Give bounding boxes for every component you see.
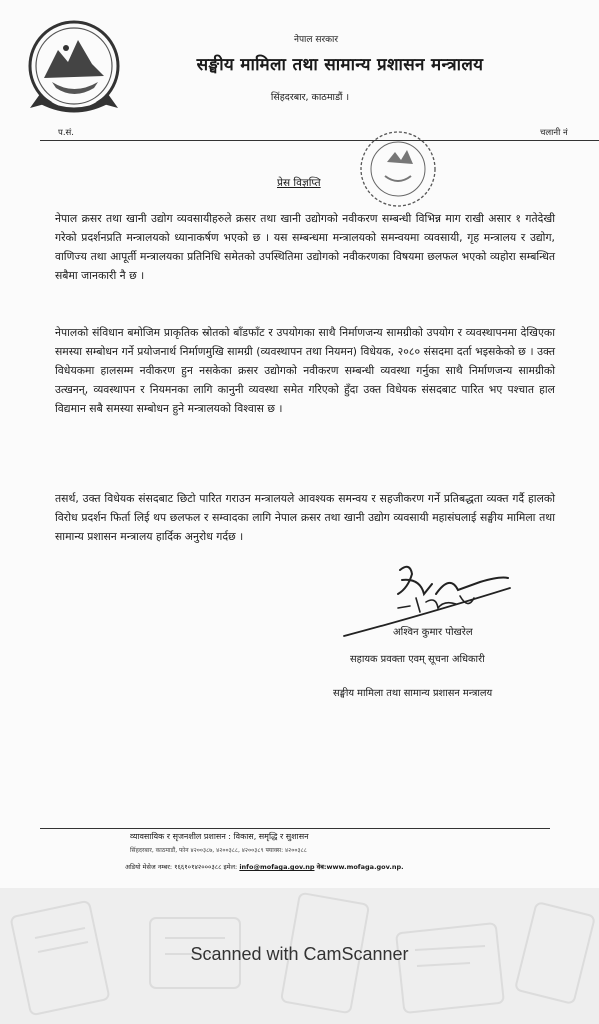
government-label: नेपाल सरकार	[293, 35, 339, 45]
letter-paragraph: तसर्थ, उक्त विधेयक संसदबाट छिटो पारित गराउन मन्त्रालयले आवश्यक समन्वय र सहजीकरण गर्ने प्रतिबद्धता व्यक्त गर्दै हालको विरोध प्रदर्शन फिर्ता लिई थप छलफल र सम्वादका लागि नेपाल क्रसर तथा खानी उद्योग व्यवसायी महासंघलाई सङ्घीय मामिला तथा सामान्य प्रशासन मन्त्रालय हार्दिक अनुरोध गर्दछ ।	[55, 492, 555, 543]
footer-website-link[interactable]: वेब:www.mofaga.gov.np.	[316, 863, 404, 871]
signer-designation: सहायक प्रवक्ता एवम् सूचना अधिकारी	[350, 654, 485, 665]
ministry-title: सङ्घीय मामिला तथा सामान्य प्रशासन मन्त्रालय	[196, 55, 484, 75]
reference-number-label: प.सं.	[58, 128, 74, 138]
letter-paragraph: नेपालको संविधान बमोजिम प्राकृतिक स्रोतको बाँडफाँट र उपयोगका साथै निर्माणजन्य सामग्रीको उपयोग र व्यवस्थापनमा देखिएका समस्या सम्बोधन गर्ने प्रयोजनार्थ निर्माणमुखि सामग्री (व्यवस्थापन तथा नियमन) विधेयक, २०८० संसदमा दर्ता भइसकेको छ । उक्त विधेयकमा हालसम्म नवीकरण हुन नसकेका क्रसर उद्योगको नवीकरण सम्बन्धी व्यवस्था गर्नुका साथै निर्माणजन्य सामग्रीको उत्खनन्, व्यवस्थापन र नियमनका लागि कानुनी व्यवस्था समेत गरिएको हुँदा उक्त विधेयक संसदबाट पारित भए पश्चात हाल विद्यमान सबै समस्या सम्बोधन हुने मन्त्रालयको विश्वास छ ।	[55, 326, 555, 415]
signer-name: अश्विन कुमार पोखरेल	[393, 627, 473, 638]
footer-email-prefix: अडियो मेसेज नम्बर: १६६१०१४२०००३८८ इमेल:	[125, 863, 238, 871]
footer-divider	[40, 828, 550, 829]
footer-email-line	[125, 862, 404, 871]
letter-paragraph: नेपाल क्रसर तथा खानी उद्योग व्यवसायीहरुले क्रसर तथा खानी उद्योगको नवीकरण सम्बन्धी विभिन्न माग राखी असार १ गतेदेखी गरेको प्रदर्शनप्रति मन्त्रालयको ध्यानाकर्षण भएको छ । यस सम्बन्धमा मन्त्रालयको समन्वयमा व्यवसायी, गृह मन्त्रालय र उद्योग, वाणिज्य तथा आपूर्ती मन्त्रालयका प्रतिनिधि समेतको उपस्थितिमा उद्योगको नवीकरणका विषयमा छलफल भएको व्यहोरा सम्बन्धित सबैमा जानकारी नै छ ।	[55, 212, 555, 282]
camscanner-label: Scanned with CamScanner	[190, 944, 409, 964]
footer-email-link[interactable]: info@mofaga.gov.np	[239, 863, 315, 871]
letter-subject: प्रेस विज्ञप्ति	[277, 177, 321, 189]
ministry-address: सिंहदरबार, काठमाडौं ।	[270, 92, 350, 103]
footer-tagline: व्यावसायिक र सृजनशील प्रशासन : विकास, समृद्धि र सुशासन	[130, 832, 309, 841]
signer-office: सङ्घीय मामिला तथा सामान्य प्रशासन मन्त्रालय	[333, 688, 493, 699]
dispatch-number-label: चलानी नं	[540, 128, 568, 138]
office-stamp-icon	[357, 128, 439, 210]
footer-contact: सिंहदरबार, काठमाडौं, फोन ४२००३८७, ४२००३८८, ४२००३८९ फ्याक्स: ४२००३८८	[130, 847, 307, 854]
header-divider	[40, 140, 599, 141]
